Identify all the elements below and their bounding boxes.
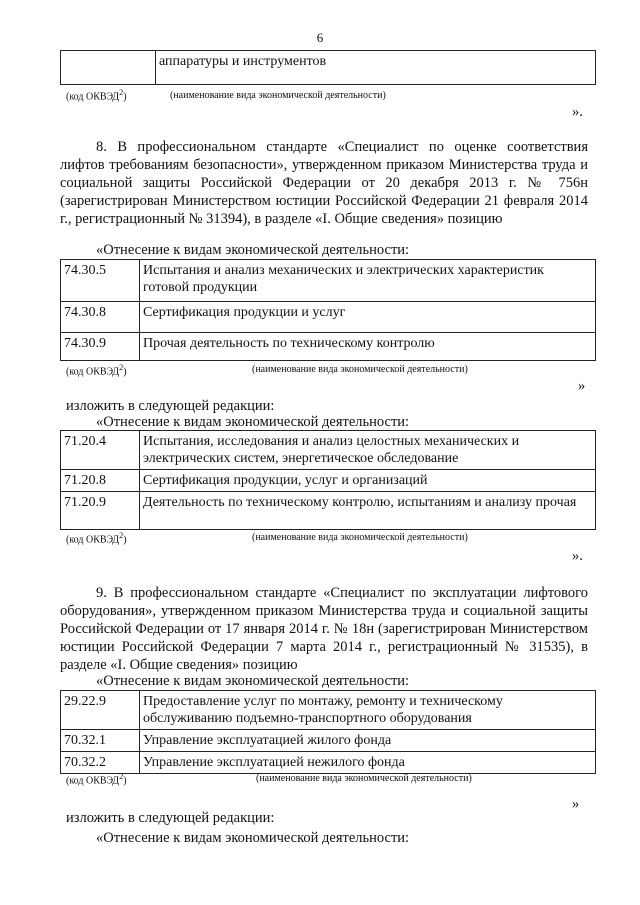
- section-8-intro: «Отнесение к видам экономической деятельности:: [96, 242, 410, 258]
- replace-instruction: изложить в следующей редакции:: [66, 810, 275, 826]
- okved-code-cell: 71.20.8: [61, 470, 140, 492]
- okved-code-cell: 29.22.9: [61, 691, 140, 730]
- close-quote-mark: »: [572, 796, 580, 812]
- okved-name-caption: (наименование вида экономической деятельности): [170, 90, 386, 101]
- okved-table-section9-old: [60, 690, 596, 774]
- okved-code-cell: 71.20.9: [61, 492, 140, 530]
- table-row: [61, 260, 596, 302]
- table-row: [61, 431, 596, 470]
- okved-name-caption: (наименование вида экономической деятельности): [252, 364, 468, 375]
- okved-code-caption: (код ОКВЭД$^2$): [66, 531, 127, 546]
- okved-code-cell: [61, 51, 156, 85]
- section-9-intro-new: «Отнесение к видам экономической деятельности:: [96, 830, 410, 846]
- okved-name-cell: Деятельность по техническому контролю, испытаниям и анализу прочая: [140, 492, 596, 530]
- okved-name-cell: Управление эксплуатацией жилого фонда: [140, 730, 596, 752]
- okved-code-cell: 70.32.2: [61, 752, 140, 774]
- okved-name-cell: Сертификация продукции, услуг и организаций: [140, 470, 596, 492]
- section-8-intro-new: «Отнесение к видам экономической деятельности:: [96, 414, 410, 430]
- okved-name-cell: Сертификация продукции и услуг: [140, 302, 596, 333]
- okved-code-cell: 71.20.4: [61, 431, 140, 470]
- okved-code-caption: (код ОКВЭД$^2$): [66, 772, 127, 787]
- okved-code-cell: 74.30.5: [61, 260, 140, 302]
- okved-name-cell: Предоставление услуг по монтажу, ремонту и техническому обслуживанию подъемно-транспортного оборудования: [140, 691, 596, 730]
- close-quote-mark: ».: [572, 548, 583, 564]
- okved-code-cell: 74.30.8: [61, 302, 140, 333]
- table-row: [61, 691, 596, 730]
- okved-table-section8-old: [60, 259, 596, 361]
- close-quote-mark: »: [578, 378, 586, 394]
- okved-name-cell: Испытания и анализ механических и электрических характеристик готовой продукции: [140, 260, 596, 302]
- table-row: [61, 730, 596, 752]
- okved-name-cell: аппаратуры и инструментов: [156, 51, 596, 85]
- section-9-paragraph: 9. В профессиональном стандарте «Специалист по эксплуатации лифтового оборудования», утвержденном приказом Министерства труда и социальной защиты Российской Федерации от 17 января 2014 г. № 18н (зарегистрирован Министерством юстиции Российской Федерации 7 марта 2014 г., регистрационный № 31535), в разделе «I. Общие сведения» позицию: [60, 585, 588, 673]
- okved-table-top: [60, 50, 596, 85]
- okved-name-cell: Испытания, исследования и анализ целостных механических и электрических систем, энергетическое обследование: [140, 431, 596, 470]
- okved-table-section8-new: [60, 430, 596, 530]
- table-row: [61, 470, 596, 492]
- okved-code-cell: 74.30.9: [61, 333, 140, 361]
- section-9-intro: «Отнесение к видам экономической деятельности:: [96, 673, 410, 689]
- section-8-paragraph: 8. В профессиональном стандарте «Специалист по оценке соответствия лифтов требованиям безопасности», утвержденном приказом Министерства труда и социальной защиты Российской Федерации от 20 декабря 2013 г. № 756н (зарегистрирован Министерством юстиции Российской Федерации 21 февраля 2014 г., регистрационный № 31394), в разделе «I. Общие сведения» позицию: [60, 139, 588, 227]
- table-row: [61, 752, 596, 774]
- replace-instruction: изложить в следующей редакции:: [66, 398, 275, 414]
- page-number: 6: [316, 30, 324, 45]
- okved-code-caption: (код ОКВЭД$^2$): [66, 363, 127, 378]
- okved-code-caption: (код ОКВЭД$^2$): [66, 88, 127, 103]
- table-row: [61, 333, 596, 361]
- okved-name-cell: Прочая деятельность по техническому контролю: [140, 333, 596, 361]
- table-row: [61, 51, 596, 85]
- table-row: [61, 302, 596, 333]
- okved-code-cell: 70.32.1: [61, 730, 140, 752]
- close-quote-mark: ».: [572, 104, 583, 120]
- okved-name-caption: (наименование вида экономической деятельности): [252, 532, 468, 543]
- table-row: [61, 492, 596, 530]
- okved-name-cell: Управление эксплуатацией нежилого фонда: [140, 752, 596, 774]
- okved-name-caption: (наименование вида экономической деятельности): [256, 773, 472, 784]
